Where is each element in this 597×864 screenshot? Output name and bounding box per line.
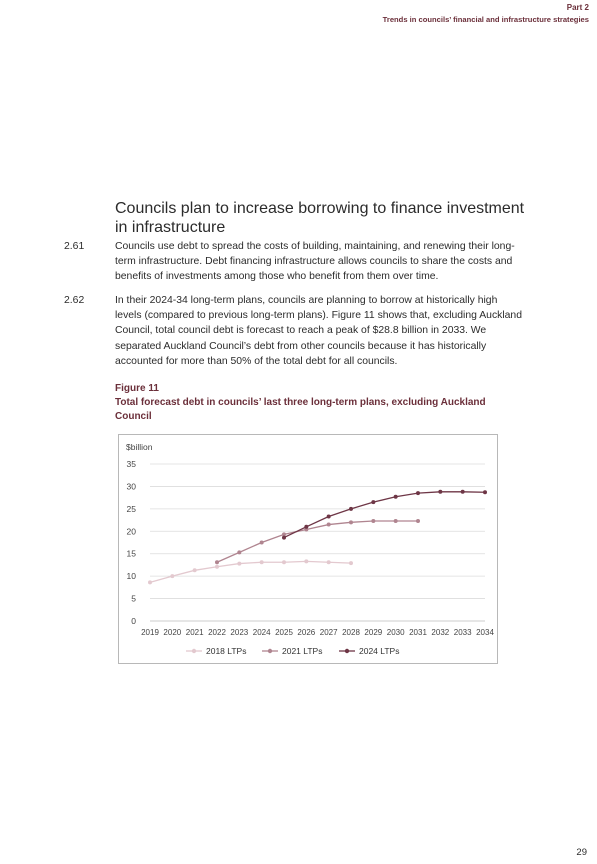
legend-marker: [345, 649, 349, 653]
x-tick-label: 2021: [185, 628, 204, 637]
x-tick-label: 2024: [252, 628, 271, 637]
figure-title: Total forecast debt in councils’ last three long-term plans, excluding Auckland Council: [115, 397, 486, 422]
x-tick-label: 2034: [476, 628, 494, 637]
y-tick-label: 10: [126, 571, 136, 582]
data-point: [304, 525, 308, 529]
data-point: [304, 559, 308, 563]
data-point: [416, 519, 420, 523]
data-point: [327, 514, 331, 518]
paragraph-text: Councils use debt to spread the costs of building, maintaining, and renewing their long-term infrastructure. Debt financing infrastructure allows councils to share the costs and benefits of investments among those who benefit from them over time.: [115, 241, 515, 283]
paragraph-number: 2.62: [64, 295, 85, 306]
y-tick-label: 15: [126, 548, 136, 559]
header-part: Part 2: [566, 3, 589, 12]
y-tick-label: 25: [126, 503, 136, 514]
data-point: [215, 565, 219, 569]
paragraph: [64, 239, 524, 285]
data-point: [260, 560, 264, 564]
legend-marker: [268, 649, 272, 653]
data-point: [282, 560, 286, 564]
data-point: [349, 520, 353, 524]
x-tick-label: 2033: [453, 628, 472, 637]
x-tick-label: 2029: [364, 628, 383, 637]
paragraph: [64, 293, 524, 369]
x-tick-label: 2028: [342, 628, 360, 637]
data-point: [394, 519, 398, 523]
data-point: [371, 519, 375, 523]
x-tick-label: 2022: [208, 628, 226, 637]
data-point: [416, 491, 420, 495]
x-tick-label: 2023: [230, 628, 249, 637]
y-tick-label: 30: [126, 481, 136, 492]
legend-label: 2024 LTPs: [359, 646, 400, 656]
data-point: [327, 523, 331, 527]
y-tick-label: 35: [126, 459, 136, 469]
data-point: [260, 541, 264, 545]
series-line: [217, 521, 418, 562]
data-point: [371, 500, 375, 504]
x-tick-label: 2030: [386, 628, 405, 637]
data-point: [483, 490, 487, 494]
legend-marker: [192, 649, 196, 653]
data-point: [438, 490, 442, 494]
figure-label: Figure 11: [115, 383, 159, 394]
x-tick-label: 2032: [431, 628, 450, 637]
legend-label: 2021 LTPs: [282, 646, 323, 656]
line-chart: [119, 435, 497, 663]
data-point: [327, 560, 331, 564]
data-point: [215, 560, 219, 564]
x-tick-label: 2031: [409, 628, 427, 637]
x-tick-label: 2020: [163, 628, 182, 637]
data-point: [170, 574, 174, 578]
y-tick-label: 20: [126, 526, 136, 537]
header-section: Trends in councils’ financial and infrastructure strategies: [382, 15, 589, 24]
data-point: [394, 495, 398, 499]
y-tick-label: 5: [131, 593, 136, 604]
data-point: [282, 536, 286, 540]
x-tick-label: 2019: [141, 628, 159, 637]
data-point: [349, 507, 353, 511]
section-heading: Councils plan to increase borrowing to finance investment in infrastructure: [115, 200, 525, 236]
page-number: 29: [576, 847, 587, 858]
y-tick-label: 0: [131, 616, 136, 626]
data-point: [349, 561, 353, 565]
data-point: [237, 550, 241, 554]
data-point: [193, 568, 197, 572]
paragraph-text: In their 2024-34 long-term plans, councils are planning to borrow at historically high levels (compared to previous long-term plans). Figure 11 shows that, excluding Auckland Council, total council debt is forecast to reach a peak of $28.8 billion in 2033. We separated Auckland Council’s debt from other councils because it has historically accounted for more than 50% of the total debt for all councils.: [115, 295, 522, 367]
series-line: [284, 492, 485, 538]
chart-frame: [118, 434, 498, 664]
data-point: [148, 580, 152, 584]
x-tick-label: 2027: [319, 628, 338, 637]
y-axis-label: $billion: [126, 442, 153, 452]
data-point: [461, 490, 465, 494]
x-tick-label: 2025: [275, 628, 293, 637]
legend-label: 2018 LTPs: [206, 646, 247, 656]
x-tick-label: 2026: [297, 628, 316, 637]
data-point: [237, 562, 241, 566]
series-line: [150, 561, 351, 582]
paragraph-number: 2.61: [64, 241, 85, 252]
